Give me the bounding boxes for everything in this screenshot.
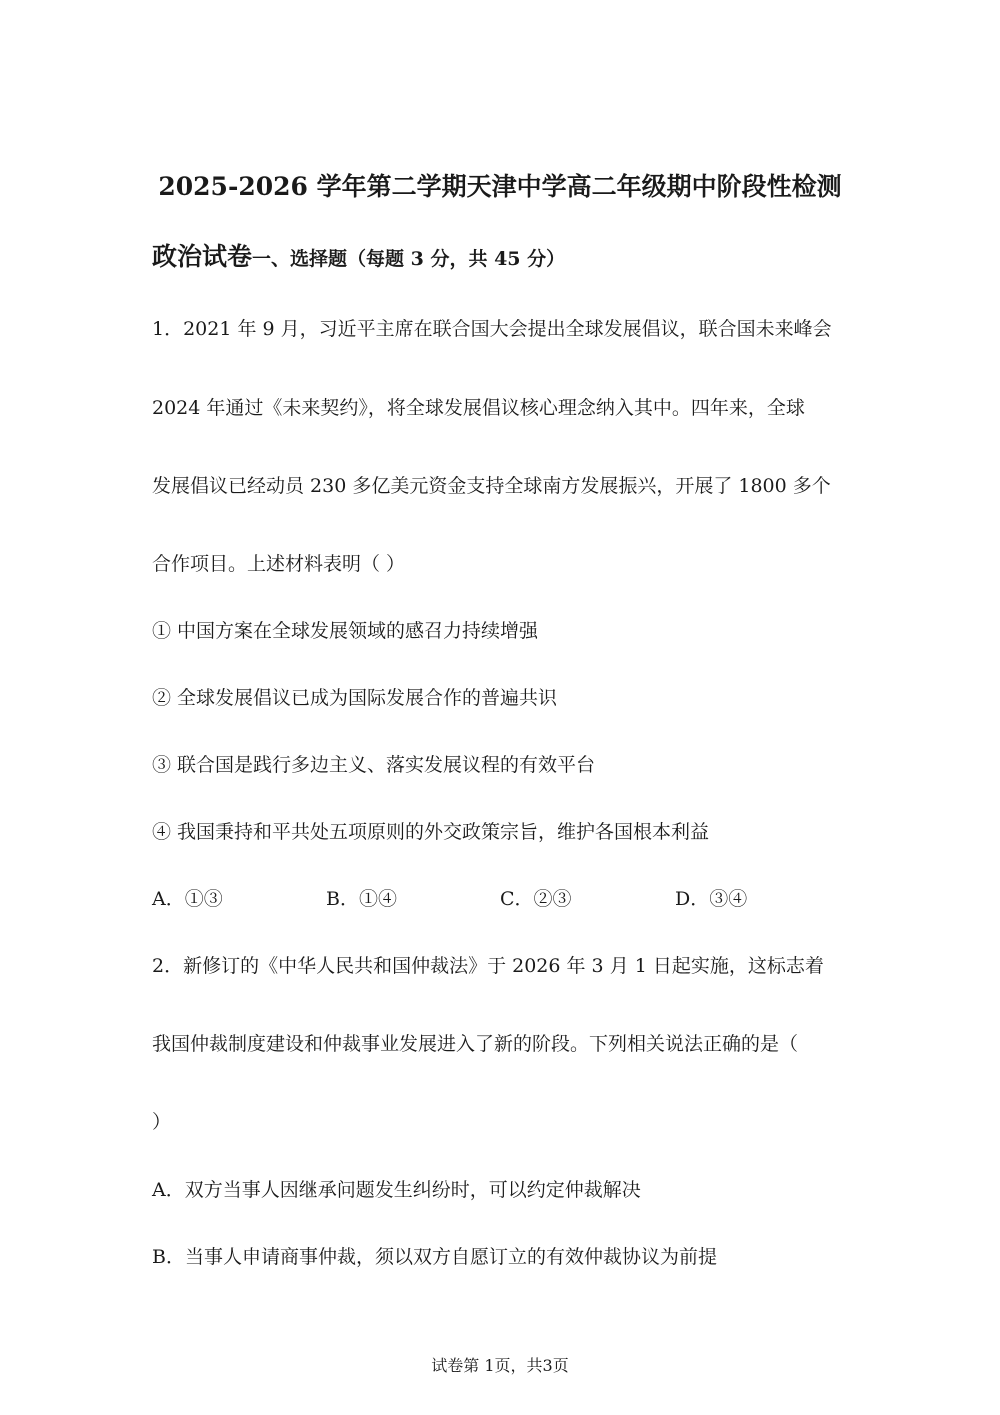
subject-label: 政治试卷 bbox=[152, 242, 253, 271]
q1-statement-4: ④ 我国秉持和平共处五项原则的外交政策宗旨，维护各国根本利益 bbox=[152, 821, 710, 843]
q1-statement-2: ② 全球发展倡议已成为国际发展合作的普遍共识 bbox=[152, 687, 558, 709]
exam-subtitle bbox=[152, 241, 565, 275]
q1-option-c[interactable]: C．②③ bbox=[500, 888, 572, 910]
exam-title: 2025-2026 学年第二学期天津中学高二年级期中阶段性检测 bbox=[158, 172, 842, 201]
section-heading: 一、选择题（每题 3 分，共 45 分） bbox=[252, 248, 566, 270]
q2-option-b[interactable]: B．当事人申请商事仲裁，须以双方自愿订立的有效仲裁协议为前提 bbox=[152, 1246, 717, 1268]
q2-stem-line-2: 我国仲裁制度建设和仲裁事业发展进入了新的阶段。下列相关说法正确的是（ bbox=[152, 1033, 799, 1055]
q1-stem-line-4: 合作项目。上述材料表明（ ） bbox=[152, 553, 406, 575]
page-footer: 试卷第 1页，共3页 bbox=[431, 1356, 569, 1375]
q2-stem-line-3: ） bbox=[152, 1111, 172, 1133]
q1-option-a[interactable]: A．①③ bbox=[152, 888, 223, 910]
q1-option-d[interactable]: D．③④ bbox=[675, 888, 748, 910]
q1-statement-3: ③ 联合国是践行多边主义、落实发展议程的有效平台 bbox=[152, 754, 596, 776]
q1-stem-line-3: 发展倡议已经动员 230 多亿美元资金支持全球南方发展振兴，开展了 1800 多个 bbox=[152, 475, 831, 497]
q1-stem-line-1: 1．2021 年 9 月，习近平主席在联合国大会提出全球发展倡议，联合国未来峰会 bbox=[152, 318, 832, 340]
q1-option-b[interactable]: B．①④ bbox=[326, 888, 397, 910]
q2-stem-line-1: 2．新修订的《中华人民共和国仲裁法》于 2026 年 3 月 1 日起实施，这标志着 bbox=[152, 955, 824, 977]
q1-statement-1: ① 中国方案在全球发展领域的感召力持续增强 bbox=[152, 620, 539, 642]
q1-stem-line-2: 2024 年通过《未来契约》，将全球发展倡议核心理念纳入其中。四年来，全球 bbox=[152, 397, 805, 419]
q2-option-a[interactable]: A．双方当事人因继承问题发生纠纷时，可以约定仲裁解决 bbox=[152, 1179, 641, 1201]
